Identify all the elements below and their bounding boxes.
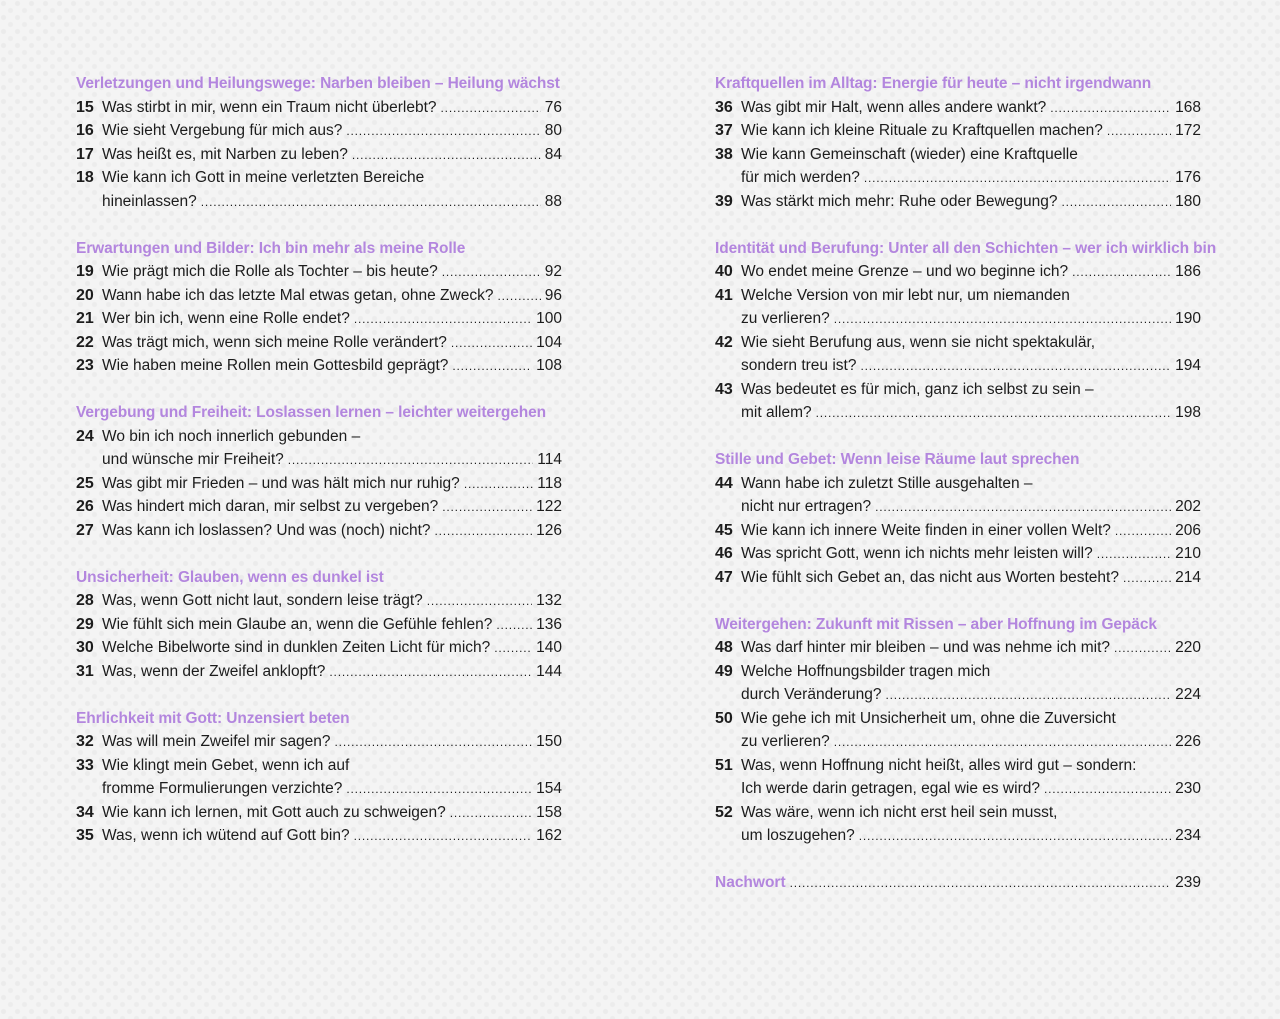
toc-entry[interactable] xyxy=(76,119,562,143)
entry-text: Wie kann ich kleine Rituale zu Kraftquellen machen? xyxy=(741,122,1103,139)
entry-text: Was will mein Zweifel mir sagen? xyxy=(102,733,331,750)
entry-text: durch Veränderung? xyxy=(741,686,882,703)
entry-last-line xyxy=(741,96,1201,120)
entry-text: Wie kann Gemeinschaft (wieder) eine Kraftquelle xyxy=(741,145,1078,163)
entry-last-line xyxy=(741,636,1201,660)
toc-entry[interactable] xyxy=(76,354,562,378)
entry-number: 34 xyxy=(76,803,94,821)
entry-text: Was, wenn Hoffnung nicht heißt, alles wird gut – sondern: xyxy=(741,756,1137,774)
entry-text: Wo endet meine Grenze – und wo beginne ich? xyxy=(741,263,1069,280)
entry-last-line xyxy=(102,824,562,848)
page-number: 108 xyxy=(536,357,562,374)
entry-text: Wann habe ich zuletzt Stille ausgehalten – xyxy=(741,474,1033,492)
entry-text: Wie klingt mein Gebet, wenn ich auf xyxy=(102,756,350,774)
entry-text: Wie kann ich lernen, mit Gott auch zu schweigen? xyxy=(102,803,446,821)
dot-leader xyxy=(329,661,532,684)
entry-text: Wie haben meine Rollen mein Gottesbild geprägt? xyxy=(102,357,449,374)
dot-leader xyxy=(1061,191,1171,214)
entry-last-line xyxy=(102,260,562,284)
entry-number: 18 xyxy=(76,169,94,186)
entry-number: 32 xyxy=(76,733,94,750)
entry-number: 48 xyxy=(715,639,733,656)
page-number: 224 xyxy=(1175,686,1201,703)
entry-text: für mich werden? xyxy=(741,169,860,186)
entry-text: Was spricht Gott, wenn ich nichts mehr leisten will? xyxy=(741,545,1093,562)
entry-last-line xyxy=(102,495,562,519)
entry-text: Wie kann ich Gott in meine verletzten Bereiche xyxy=(102,169,425,186)
toc-section xyxy=(76,707,562,848)
entry-number: 40 xyxy=(715,263,733,280)
dot-leader xyxy=(864,167,1171,190)
dot-leader xyxy=(834,308,1171,331)
dot-leader xyxy=(451,332,532,355)
entry-text: Was, wenn der Zweifel anklopft? xyxy=(102,662,326,680)
dot-leader xyxy=(1115,520,1171,543)
dot-leader xyxy=(464,473,533,496)
page-number: 230 xyxy=(1175,780,1201,797)
page-number: 88 xyxy=(544,192,562,210)
toc-entry[interactable] xyxy=(76,331,562,355)
page-number: 172 xyxy=(1175,122,1201,139)
entry-text: Wo bin ich noch innerlich gebunden – xyxy=(102,427,361,445)
page-number: 206 xyxy=(1175,521,1201,539)
toc-section xyxy=(715,237,1217,425)
toc-entry[interactable] xyxy=(715,519,1201,543)
toc-entry[interactable] xyxy=(76,307,562,331)
page-number: 214 xyxy=(1175,568,1201,586)
toc-entry[interactable] xyxy=(76,754,562,801)
toc-entry[interactable] xyxy=(76,284,562,308)
dot-leader xyxy=(452,355,532,378)
entry-number: 51 xyxy=(715,756,733,774)
entry-number: 50 xyxy=(715,709,733,727)
entry-text: Was stirbt in mir, wenn ein Traum nicht überlebt? xyxy=(102,98,437,116)
entry-number: 23 xyxy=(76,357,94,374)
entry-last-line xyxy=(102,589,562,613)
entry-last-line xyxy=(741,260,1201,284)
dot-leader xyxy=(201,191,541,214)
toc-right-column xyxy=(715,72,1217,895)
entry-text: Wie fühlt sich mein Glaube an, wenn die Gefühle fehlen? xyxy=(102,615,493,633)
dot-leader xyxy=(354,308,532,331)
toc-entry[interactable] xyxy=(76,96,562,120)
page-number: 168 xyxy=(1175,98,1201,116)
section-title: Identität und Berufung: Unter all den Schichten – wer ich wirklich bin xyxy=(715,239,1217,257)
dot-leader xyxy=(442,261,541,284)
toc-entry[interactable] xyxy=(76,636,562,660)
toc-entry[interactable] xyxy=(715,636,1201,660)
toc-entry[interactable] xyxy=(76,730,562,754)
entry-number: 47 xyxy=(715,568,733,586)
entry-last-line xyxy=(741,190,1201,214)
toc-entry[interactable] xyxy=(76,519,562,543)
toc-entry[interactable] xyxy=(76,425,562,472)
entry-last-line xyxy=(741,519,1201,543)
toc-section xyxy=(76,401,562,542)
page-number: 194 xyxy=(1175,357,1201,374)
page-number: 226 xyxy=(1175,733,1201,750)
entry-text: Wie sieht Berufung aus, wenn sie nicht spektakulär, xyxy=(741,333,1096,351)
dot-leader xyxy=(427,590,532,613)
entry-last-line xyxy=(102,636,562,660)
nachwort-entry[interactable] xyxy=(715,871,1201,895)
entry-text: Welche Hoffnungsbilder tragen mich xyxy=(741,662,991,680)
entry-text: sondern treu ist? xyxy=(741,357,857,374)
section-title: Ehrlichkeit mit Gott: Unzensiert beten xyxy=(76,709,350,727)
entry-number: 25 xyxy=(76,474,94,492)
section-title: Unsicherheit: Glauben, wenn es dunkel ist xyxy=(76,568,384,586)
page-number: 154 xyxy=(536,780,562,797)
entry-text: Was wäre, wenn ich nicht erst heil sein musst, xyxy=(741,803,1058,821)
entry-text: Ich werde darin getragen, egal wie es wird? xyxy=(741,780,1040,797)
toc-entry[interactable] xyxy=(715,96,1201,120)
toc-entry[interactable] xyxy=(715,566,1201,590)
entry-number: 35 xyxy=(76,827,94,844)
page-number: 190 xyxy=(1175,310,1201,327)
entry-text: Wann habe ich das letzte Mal etwas getan, ohne Zweck? xyxy=(102,286,494,304)
toc-section xyxy=(76,566,562,684)
entry-last-line xyxy=(102,354,562,378)
entry-text: Was hindert mich daran, mir selbst zu vergeben? xyxy=(102,498,439,515)
entry-number: 46 xyxy=(715,545,733,562)
dot-leader xyxy=(816,402,1171,425)
page-number: 132 xyxy=(536,592,562,609)
toc-entry[interactable] xyxy=(715,143,1201,190)
entry-number: 22 xyxy=(76,333,94,351)
page-number: 158 xyxy=(536,803,562,821)
section-title: Stille und Gebet: Wenn leise Räume laut sprechen xyxy=(715,451,1080,468)
dot-leader xyxy=(1097,543,1171,566)
page-number: 92 xyxy=(544,263,562,280)
dot-leader xyxy=(859,825,1171,848)
entry-last-line xyxy=(102,190,562,214)
toc-left-column xyxy=(76,72,562,871)
entry-number: 33 xyxy=(76,756,94,774)
entry-text: und wünsche mir Freiheit? xyxy=(102,451,284,468)
toc-entry[interactable] xyxy=(715,801,1201,848)
entry-last-line xyxy=(741,495,1201,519)
entry-text: zu verlieren? xyxy=(741,733,830,750)
section-title: Weitergehen: Zukunft mit Rissen – aber Hoffnung im Gepäck xyxy=(715,615,1157,633)
entry-last-line xyxy=(102,519,562,543)
toc-entry[interactable] xyxy=(76,613,562,637)
dot-leader xyxy=(885,684,1171,707)
entry-number: 39 xyxy=(715,192,733,210)
toc-entry[interactable] xyxy=(715,260,1201,284)
dot-leader xyxy=(1107,120,1171,143)
dot-leader xyxy=(346,120,540,143)
section-title: Erwartungen und Bilder: Ich bin mehr als meine Rolle xyxy=(76,239,466,257)
toc-section xyxy=(715,72,1201,213)
toc-entry[interactable] xyxy=(715,190,1201,214)
dot-leader xyxy=(1114,637,1171,660)
toc-entry[interactable] xyxy=(76,495,562,519)
entry-text: Was darf hinter mir bleiben – und was nehme ich mit? xyxy=(741,639,1111,656)
toc-entry[interactable] xyxy=(76,801,562,825)
page-number: 144 xyxy=(536,662,562,680)
entry-last-line xyxy=(741,401,1201,425)
entry-number: 26 xyxy=(76,498,94,515)
entry-number: 28 xyxy=(76,592,94,609)
dot-leader xyxy=(790,872,1172,896)
entry-number: 44 xyxy=(715,474,733,492)
entry-last-line xyxy=(741,542,1201,566)
entry-text: Was heißt es, mit Narben zu leben? xyxy=(102,145,348,163)
toc-entry[interactable] xyxy=(715,331,1201,378)
page-number: 104 xyxy=(536,333,562,351)
dot-leader xyxy=(1123,567,1171,590)
entry-last-line xyxy=(102,284,562,308)
dot-leader xyxy=(1072,261,1171,284)
entry-number: 16 xyxy=(76,122,94,139)
entry-text: Wie gehe ich mit Unsicherheit um, ohne die Zuversicht xyxy=(741,709,1116,727)
page-number: 150 xyxy=(536,733,562,750)
entry-text: Was bedeutet es für mich, ganz ich selbst zu sein – xyxy=(741,380,1094,398)
entry-number: 42 xyxy=(715,333,733,351)
section-title: Vergebung und Freiheit: Loslassen lernen – leichter weitergehen xyxy=(76,404,547,421)
entry-last-line xyxy=(102,472,562,496)
nachwort-title: Nachwort xyxy=(715,874,786,891)
entry-text: Welche Bibelworte sind in dunklen Zeiten Licht für mich? xyxy=(102,639,491,656)
entry-last-line xyxy=(102,801,562,825)
page-number: 96 xyxy=(544,286,562,304)
toc-entry[interactable] xyxy=(715,754,1201,801)
page-number: 118 xyxy=(537,474,562,492)
entry-number: 21 xyxy=(76,310,94,327)
entry-last-line xyxy=(102,143,562,167)
toc-entry[interactable] xyxy=(76,589,562,613)
entry-last-line xyxy=(741,683,1201,707)
entry-number: 41 xyxy=(715,286,733,304)
entry-text: Was stärkt mich mehr: Ruhe oder Bewegung? xyxy=(741,192,1058,210)
dot-leader xyxy=(435,520,533,543)
page-number: 162 xyxy=(536,827,562,844)
entry-number: 27 xyxy=(76,521,94,539)
entry-number: 19 xyxy=(76,263,94,280)
toc-entry[interactable] xyxy=(76,824,562,848)
entry-last-line xyxy=(741,307,1201,331)
toc-entry[interactable] xyxy=(715,660,1201,707)
entry-last-line xyxy=(102,613,562,637)
entry-number: 37 xyxy=(715,122,733,139)
entry-text: Wer bin ich, wenn eine Rolle endet? xyxy=(102,310,350,327)
entry-text: Was kann ich loslassen? Und was (noch) nicht? xyxy=(102,521,431,539)
entry-text: Was gibt mir Halt, wenn alles andere wankt? xyxy=(741,98,1047,116)
section-title: Kraftquellen im Alltag: Energie für heute – nicht irgendwann xyxy=(715,75,1152,92)
entry-text: Wie kann ich innere Weite finden in einer vollen Welt? xyxy=(741,521,1111,539)
page-number: 202 xyxy=(1175,498,1201,515)
entry-last-line xyxy=(741,777,1201,801)
entry-last-line xyxy=(102,660,562,684)
entry-number: 49 xyxy=(715,662,733,680)
page-number: 176 xyxy=(1175,169,1201,186)
dot-leader xyxy=(450,802,532,825)
page-number: 186 xyxy=(1175,263,1201,280)
entry-last-line xyxy=(741,166,1201,190)
entry-text: Wie prägt mich die Rolle als Tochter – bis heute? xyxy=(102,263,438,280)
dot-leader xyxy=(1044,778,1171,801)
entry-number: 31 xyxy=(76,662,94,680)
toc-entry[interactable] xyxy=(76,472,562,496)
entry-last-line xyxy=(741,730,1201,754)
entry-last-line xyxy=(102,96,562,120)
entry-text: nicht nur ertragen? xyxy=(741,498,872,515)
dot-leader xyxy=(497,285,540,308)
dot-leader xyxy=(875,496,1171,519)
toc-entry[interactable] xyxy=(76,143,562,167)
entry-number: 24 xyxy=(76,427,94,445)
toc-entry[interactable] xyxy=(715,284,1201,331)
dot-leader xyxy=(354,825,533,848)
page-number: 239 xyxy=(1175,874,1201,891)
toc-entry[interactable] xyxy=(715,472,1201,519)
toc-entry[interactable] xyxy=(76,260,562,284)
entry-number: 45 xyxy=(715,521,733,539)
toc-section xyxy=(76,72,562,213)
entry-text: Was, wenn Gott nicht laut, sondern leise trägt? xyxy=(102,592,423,609)
toc-section xyxy=(715,448,1201,589)
entry-text: mit allem? xyxy=(741,404,812,421)
entry-last-line xyxy=(741,119,1201,143)
toc-section xyxy=(715,613,1201,848)
page-number: 140 xyxy=(536,639,562,656)
entry-text: um loszugehen? xyxy=(741,827,855,844)
dot-leader xyxy=(1050,97,1171,120)
dot-leader xyxy=(441,97,541,120)
entry-number: 36 xyxy=(715,98,733,116)
dot-leader xyxy=(496,614,532,637)
dot-leader xyxy=(494,637,532,660)
page-number: 80 xyxy=(544,122,562,139)
page-number: 122 xyxy=(536,498,562,515)
dot-leader xyxy=(442,496,532,519)
entry-number: 43 xyxy=(715,380,733,398)
entry-number: 20 xyxy=(76,286,94,304)
entry-last-line xyxy=(102,730,562,754)
toc-entry[interactable] xyxy=(715,707,1201,754)
entry-last-line xyxy=(102,777,562,801)
dot-leader xyxy=(352,144,541,167)
page-number: 100 xyxy=(536,310,562,327)
entry-text: Welche Version von mir lebt nur, um niemanden xyxy=(741,286,1070,304)
dot-leader xyxy=(860,355,1171,378)
toc-entry[interactable] xyxy=(76,166,562,213)
toc-entry[interactable] xyxy=(715,542,1201,566)
entry-text: Wie fühlt sich Gebet an, das nicht aus Worten besteht? xyxy=(741,568,1119,586)
toc-entry[interactable] xyxy=(715,119,1201,143)
section-title: Verletzungen und Heilungswege: Narben bleiben – Heilung wächst xyxy=(76,75,560,92)
entry-last-line xyxy=(741,824,1201,848)
page-number: 84 xyxy=(544,145,562,163)
dot-leader xyxy=(335,731,533,754)
page-number: 126 xyxy=(536,521,562,539)
entry-text: fromme Formulierungen verzichte? xyxy=(102,780,343,797)
page-number: 76 xyxy=(544,98,562,116)
entry-number: 52 xyxy=(715,803,733,821)
entry-text: hineinlassen? xyxy=(102,192,197,210)
page-number: 198 xyxy=(1175,404,1201,421)
entry-last-line xyxy=(102,331,562,355)
entry-text: zu verlieren? xyxy=(741,310,830,327)
entry-number: 17 xyxy=(76,145,94,163)
page-number: 136 xyxy=(536,615,562,633)
entry-last-line xyxy=(741,354,1201,378)
entry-number: 38 xyxy=(715,145,733,163)
toc-entry[interactable] xyxy=(715,378,1201,425)
toc-section xyxy=(76,237,562,378)
page-number: 210 xyxy=(1175,545,1201,562)
dot-leader xyxy=(346,778,532,801)
entry-number: 15 xyxy=(76,98,94,116)
entry-last-line xyxy=(741,566,1201,590)
entry-text: Was gibt mir Frieden – und was hält mich nur ruhig? xyxy=(102,474,460,492)
entry-text: Was, wenn ich wütend auf Gott bin? xyxy=(102,827,350,844)
entry-text: Was trägt mich, wenn sich meine Rolle verändert? xyxy=(102,333,447,351)
entry-text: Wie sieht Vergebung für mich aus? xyxy=(102,122,343,139)
page-number: 180 xyxy=(1175,192,1201,210)
dot-leader xyxy=(834,731,1171,754)
toc-entry[interactable] xyxy=(76,660,562,684)
page-number: 220 xyxy=(1175,639,1201,656)
entry-number: 29 xyxy=(76,615,94,633)
entry-number: 30 xyxy=(76,639,94,656)
dot-leader xyxy=(288,449,534,472)
entry-last-line xyxy=(102,307,562,331)
page-number: 234 xyxy=(1175,827,1201,844)
page-number: 114 xyxy=(537,451,562,468)
entry-last-line xyxy=(102,448,562,472)
entry-last-line xyxy=(102,119,562,143)
